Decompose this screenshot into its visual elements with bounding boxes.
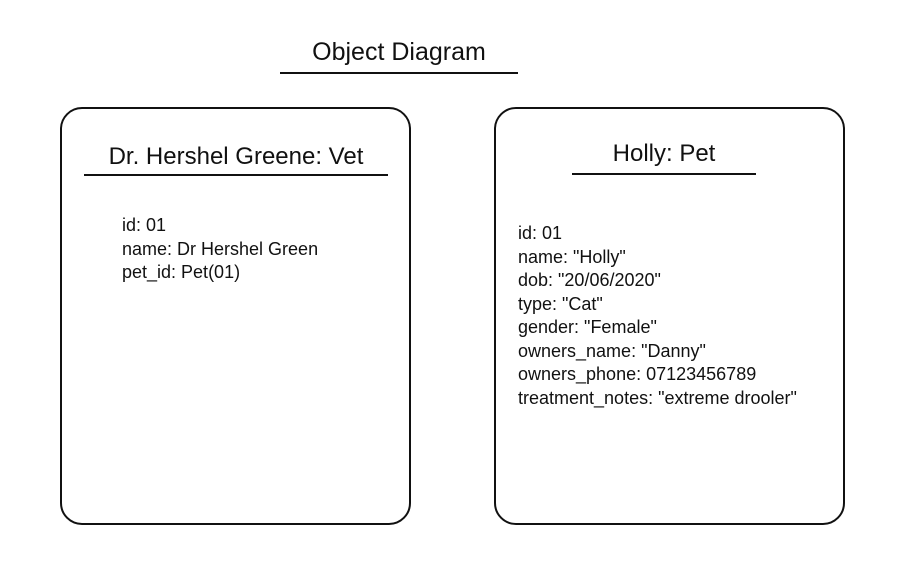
pet-attribute-treatment-notes: treatment_notes: "extreme drooler" (518, 387, 797, 408)
vet-object-heading-underline (84, 174, 388, 176)
pet-attribute-type: type: "Cat" (518, 293, 603, 314)
pet-object-heading: Holly: Pet (612, 140, 716, 167)
vet-object-heading: Dr. Hershel Greene: Vet (108, 143, 364, 170)
pet-attribute-id: id: 01 (518, 223, 563, 243)
pet-attribute-gender: gender: "Female" (518, 317, 657, 337)
pet-attribute-owners-phone: owners_phone: 07123456789 (518, 364, 757, 384)
diagram-title-underline (280, 72, 518, 74)
vet-attribute-pet-id: pet_id: Pet(01) (122, 262, 241, 282)
pet-object-heading-underline (572, 173, 756, 175)
pet-attribute-owners-name: owners_name: "Danny" (518, 340, 706, 361)
vet-attribute-list (122, 214, 318, 285)
pet-attribute-list (518, 222, 797, 410)
vet-attribute-name: name: Dr Hershel Green (122, 238, 319, 259)
vet-attribute-id: id: 01 (122, 215, 167, 235)
pet-attribute-name: name: "Holly" (518, 246, 626, 267)
pet-attribute-dob: dob: "20/06/2020" (518, 270, 661, 290)
diagram-title: Object Diagram (312, 38, 486, 66)
